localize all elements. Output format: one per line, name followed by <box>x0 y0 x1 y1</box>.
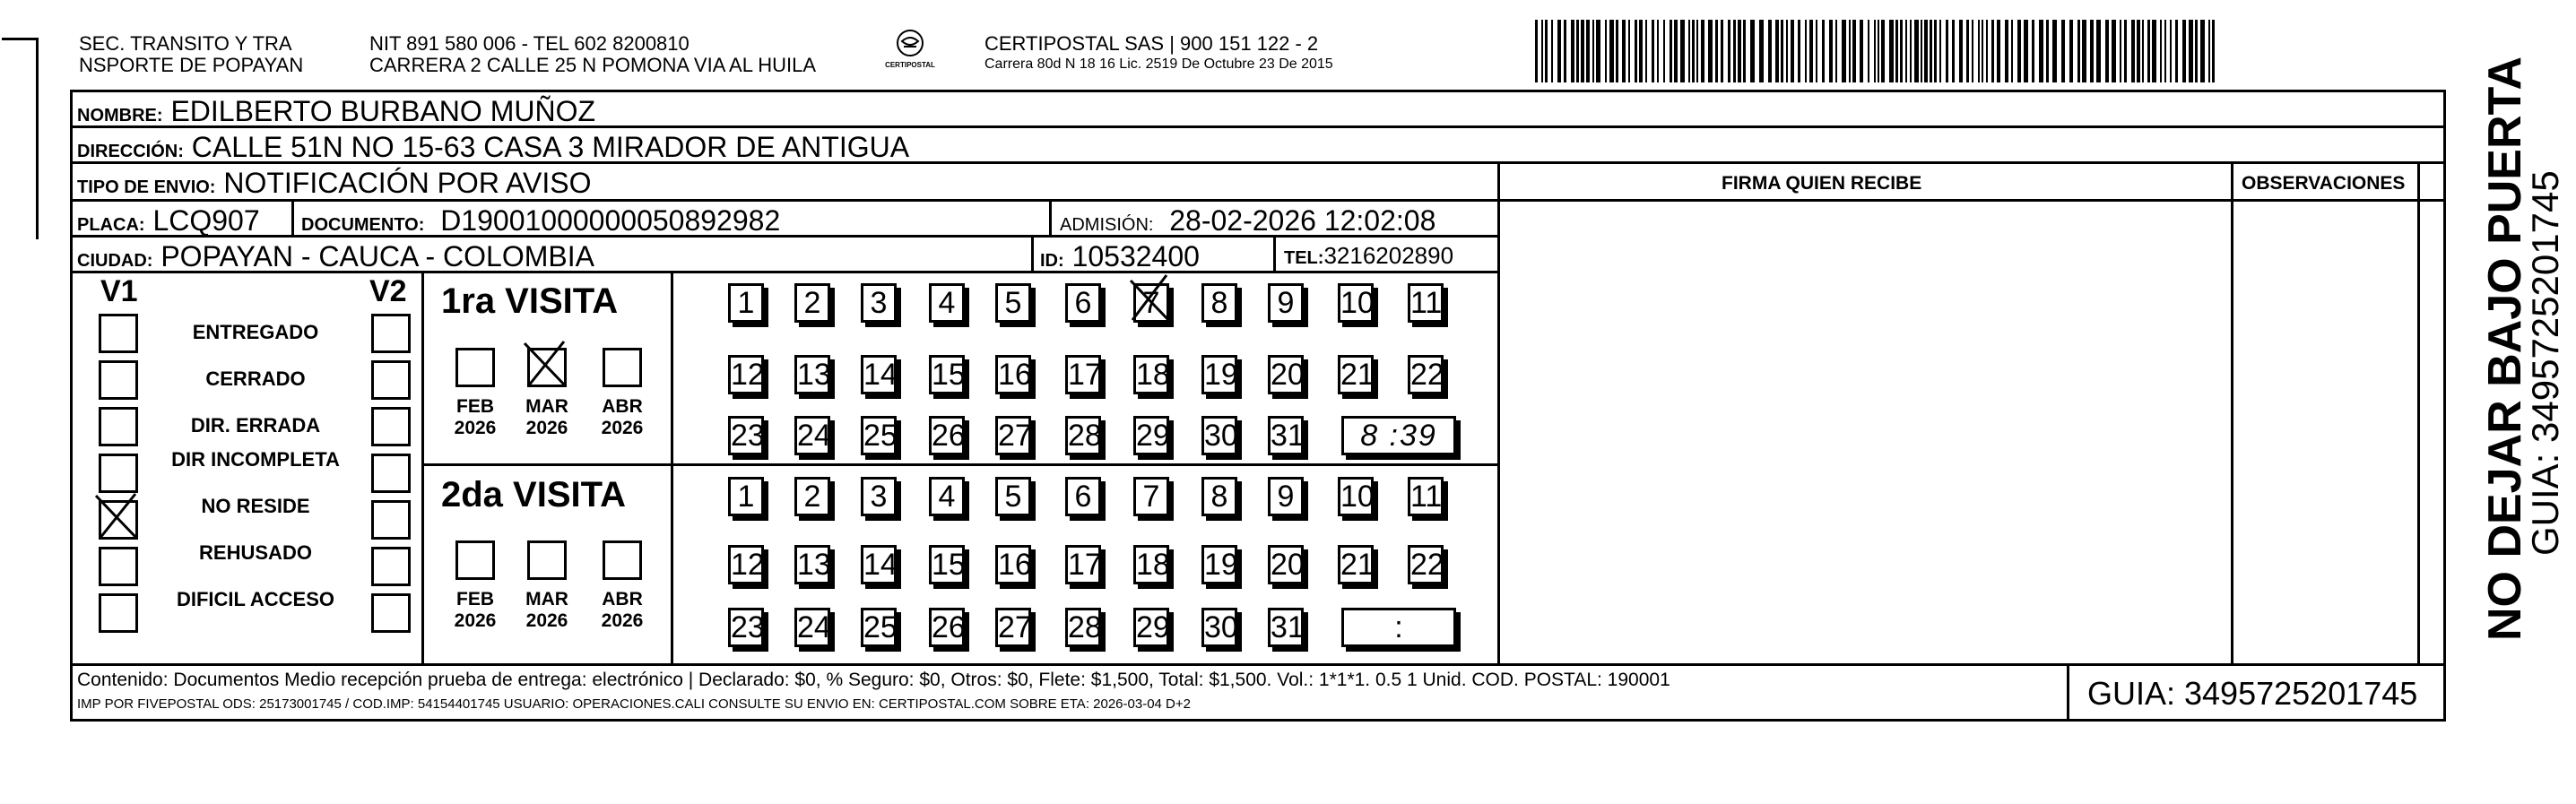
day-checkbox[interactable]: 12 <box>728 545 764 584</box>
v2-checkbox[interactable] <box>371 314 411 353</box>
col-line <box>1497 163 1500 665</box>
barcode-bar <box>2077 20 2080 82</box>
barcode-bar <box>1738 20 1741 82</box>
barcode-bar <box>2124 20 2127 82</box>
barcode-bar <box>1889 20 1894 82</box>
month-checkbox[interactable] <box>603 348 642 387</box>
month-label: FEB <box>456 589 494 609</box>
barcode-bar <box>1881 20 1885 82</box>
barcode-bar <box>1972 20 1973 82</box>
barcode-bar <box>2052 20 2057 82</box>
barcode-bar <box>1914 20 1919 82</box>
status-option-label: REHUSADO <box>199 541 312 564</box>
barcode-bar <box>1978 20 1980 82</box>
col-line <box>2231 163 2233 665</box>
visit-divider <box>421 463 1497 466</box>
v2-checkbox[interactable] <box>371 500 411 540</box>
day-checkbox[interactable]: 12 <box>728 355 764 394</box>
barcode-bar <box>2200 20 2205 82</box>
day-checkbox[interactable]: 16 <box>995 545 1031 584</box>
barcode-bar <box>1586 20 1590 82</box>
visit2-title: 2da VISITA <box>441 475 626 514</box>
day-checkbox[interactable]: 30 <box>1201 608 1237 647</box>
barcode-bar <box>1775 20 1779 82</box>
v1-checkbox[interactable] <box>99 547 138 586</box>
barcode-bar <box>1696 20 1698 82</box>
month-checkbox[interactable] <box>455 540 495 580</box>
day-checkbox[interactable]: 14 <box>861 355 897 394</box>
month-label: ABR <box>602 589 643 609</box>
day-checkbox[interactable]: 11 <box>1408 283 1444 323</box>
barcode-bar <box>2152 20 2156 82</box>
day-checkbox[interactable]: 27 <box>995 608 1031 647</box>
margin-mark <box>2 38 38 40</box>
barcode-bar <box>2090 20 2094 82</box>
sender-nit: NIT 891 580 006 - TEL 602 8200810 <box>369 32 690 55</box>
barcode-bar <box>1541 20 1543 82</box>
barcode-bar <box>1688 20 1690 82</box>
barcode-bar <box>1982 20 1983 82</box>
barcode-bar <box>1645 20 1647 82</box>
v1-checkbox[interactable] <box>99 314 138 353</box>
barcode-bar <box>1692 20 1695 82</box>
v2-checkbox[interactable] <box>371 360 411 400</box>
day-checkbox[interactable]: 4 <box>929 283 965 323</box>
barcode-bar <box>1997 20 2000 82</box>
barcode-bar <box>1701 20 1704 82</box>
footer-contents: Contenido: Documentos Medio recepción prueba de entrega: electrónico | Declarado: $0, % Seguro: $0, Otros: $0, Flete: $1,500, Total: $1,500. Vol.: 1*1*1. 0.5 1 Unid. COD. POSTAL: 190001 <box>77 670 1670 690</box>
barcode-bar <box>1946 20 1948 82</box>
barcode-bar <box>1966 20 1969 82</box>
status-option-label: DIR INCOMPLETA <box>171 448 340 471</box>
barcode-bar <box>1535 20 1538 82</box>
col-line <box>2417 163 2420 665</box>
barcode-bar <box>2024 20 2028 82</box>
direccion-field: DIRECCIÓN: CALLE 51N NO 15-63 CASA 3 MIRADOR DE ANTIGUA <box>77 131 910 163</box>
v1-checkbox[interactable] <box>99 500 138 540</box>
placa-field: PLACA: LCQ907 <box>77 204 260 237</box>
barcode-bar <box>2112 20 2116 82</box>
day-checkbox[interactable]: 23 <box>728 416 764 455</box>
day-checkbox[interactable]: 1 <box>728 477 764 516</box>
observaciones-label: OBSERVACIONES <box>2242 173 2406 194</box>
month-checkbox[interactable] <box>455 348 495 387</box>
month-label: ABR <box>602 396 643 417</box>
month-checkbox[interactable] <box>527 348 567 387</box>
time-box[interactable]: 8 :39 <box>1341 416 1456 455</box>
id-field: ID: 10532400 <box>1040 240 1200 272</box>
tel-field: TEL:3216202890 <box>1284 242 1454 269</box>
tipo-envio-value: NOTIFICACIÓN POR AVISO <box>223 167 592 199</box>
year-label: 2026 <box>601 610 644 631</box>
day-checkbox[interactable]: 19 <box>1201 545 1237 584</box>
barcode-bar <box>1564 20 1566 82</box>
barcode-bar <box>1759 20 1764 82</box>
status-option-label: NO RESIDE <box>201 495 310 517</box>
documento-value: D19001000000050892982 <box>440 204 781 237</box>
barcode-bar <box>1622 20 1626 82</box>
year-label: 2026 <box>525 418 568 438</box>
barcode-bar <box>1868 20 1869 82</box>
day-checkbox[interactable]: 22 <box>1408 355 1444 394</box>
barcode-bar <box>1639 20 1643 82</box>
barcode-bar <box>1878 20 1879 82</box>
day-checkbox[interactable]: 11 <box>1408 477 1444 516</box>
sender-line1: SEC. TRANSITO Y TRA <box>79 32 292 55</box>
tipo-envio-field: TIPO DE ENVIO: NOTIFICACIÓN POR AVISO <box>77 167 592 199</box>
barcode-bar <box>1576 20 1579 82</box>
direccion-value: CALLE 51N NO 15-63 CASA 3 MIRADOR DE ANTIGUA <box>191 131 910 163</box>
day-checkbox[interactable]: 17 <box>1065 355 1101 394</box>
v2-label: V2 <box>369 274 407 308</box>
v1-checkbox[interactable] <box>99 360 138 400</box>
year-label: 2026 <box>454 610 497 631</box>
side-warning: NO DEJAR BAJO PUERTA <box>2479 56 2531 641</box>
day-checkbox[interactable]: 10 <box>1338 477 1374 516</box>
carrier-line1: CERTIPOSTAL SAS | 900 151 122 - 2 <box>984 32 1319 55</box>
barcode-bar <box>1781 20 1783 82</box>
barcode-bar <box>1900 20 1903 82</box>
barcode-bar <box>2147 20 2150 82</box>
barcode-bar <box>1721 20 1723 82</box>
barcode-bar <box>1609 20 1614 82</box>
barcode-bar <box>1545 20 1548 82</box>
year-label: 2026 <box>525 610 568 631</box>
barcode-bar <box>2005 20 2008 82</box>
day-checkbox[interactable]: 4 <box>929 477 965 516</box>
barcode-bar <box>1849 20 1851 82</box>
day-checkbox[interactable]: 25 <box>861 416 897 455</box>
barcode-bar <box>2175 20 2178 82</box>
day-checkbox[interactable]: 28 <box>1065 416 1101 455</box>
day-checkbox[interactable]: 24 <box>794 608 830 647</box>
firma-label: FIRMA QUIEN RECIBE <box>1722 173 1922 194</box>
time-box[interactable]: : <box>1341 608 1456 647</box>
v2-checkbox[interactable] <box>371 454 411 493</box>
month-label: MAR <box>525 396 568 417</box>
day-checkbox[interactable]: 10 <box>1338 283 1374 323</box>
barcode-bar <box>2195 20 2198 82</box>
barcode-bar <box>1816 20 1817 82</box>
month-checkbox[interactable] <box>603 540 642 580</box>
barcode-bar <box>1809 20 1813 82</box>
barcode-bar <box>1571 20 1574 82</box>
day-checkbox[interactable]: 27 <box>995 416 1031 455</box>
barcode-bar <box>1991 20 1994 82</box>
status-option-label: DIR. ERRADA <box>190 414 321 437</box>
status-option-label: DIFICIL ACCESO <box>176 588 334 610</box>
day-checkbox[interactable]: 6 <box>1065 477 1101 516</box>
month-label: MAR <box>525 589 568 609</box>
barcode-bar <box>1728 20 1730 82</box>
barcode-bar <box>2046 20 2049 82</box>
barcode-bar <box>1715 20 1718 82</box>
col-line <box>671 271 673 663</box>
day-checkbox[interactable]: 23 <box>728 608 764 647</box>
barcode-bar <box>1835 20 1837 82</box>
day-checkbox[interactable]: 21 <box>1338 545 1374 584</box>
barcode-bar <box>1921 20 1922 82</box>
barcode-bar <box>1581 20 1584 82</box>
day-checkbox[interactable]: 31 <box>1268 416 1304 455</box>
day-checkbox[interactable]: 28 <box>1065 608 1101 647</box>
day-checkbox[interactable]: 13 <box>794 545 830 584</box>
barcode-bar <box>2082 20 2086 82</box>
day-checkbox[interactable]: 18 <box>1133 545 1169 584</box>
day-checkbox[interactable]: 8 <box>1201 477 1237 516</box>
barcode-bar <box>1910 20 1912 82</box>
barcode-bar <box>2170 20 2172 82</box>
barcode-bar <box>2212 20 2215 82</box>
barcode-bar <box>1605 20 1607 82</box>
barcode-bar <box>1663 20 1665 82</box>
barcode-bar <box>2061 20 2065 82</box>
sender-line2: NSPORTE DE POPAYAN <box>79 54 304 76</box>
barcode-bar <box>1852 20 1856 82</box>
day-checkbox[interactable]: 26 <box>929 416 965 455</box>
barcode-bar <box>1798 20 1800 82</box>
footer-guia: GUIA: 3495725201745 <box>2087 675 2418 712</box>
barcode-bar <box>1596 20 1600 82</box>
barcode-bar <box>2017 20 2021 82</box>
nombre-value: EDILBERTO BURBANO MUÑOZ <box>170 95 595 127</box>
barcode-bar <box>1768 20 1772 82</box>
barcode-bar <box>1934 20 1937 82</box>
v1-checkbox[interactable] <box>99 454 138 493</box>
barcode-bar <box>1822 20 1825 82</box>
month-checkbox[interactable] <box>527 540 567 580</box>
barcode-bar <box>2137 20 2140 82</box>
tel-value: 3216202890 <box>1323 242 1454 269</box>
day-checkbox[interactable]: 20 <box>1268 545 1304 584</box>
barcode <box>1535 20 2224 82</box>
col-line <box>2067 663 2069 722</box>
nombre-field: NOMBRE: EDILBERTO BURBANO MUÑOZ <box>77 95 595 127</box>
day-checkbox[interactable]: 7 <box>1133 477 1169 516</box>
barcode-bar <box>1786 20 1788 82</box>
barcode-bar <box>2160 20 2162 82</box>
barcode-bar <box>1805 20 1807 82</box>
v1-checkbox[interactable] <box>99 407 138 446</box>
placa-value: LCQ907 <box>152 204 260 237</box>
barcode-bar <box>1930 20 1932 82</box>
barcode-bar <box>1551 20 1553 82</box>
barcode-bar <box>2032 20 2034 82</box>
day-checkbox[interactable]: 15 <box>929 355 965 394</box>
col-line <box>1031 235 1034 271</box>
barcode-bar <box>2208 20 2210 82</box>
day-checkbox[interactable]: 1 <box>728 283 764 323</box>
v2-checkbox[interactable] <box>371 407 411 446</box>
status-option-label: CERRADO <box>205 367 306 390</box>
day-checkbox[interactable]: 7 <box>1133 283 1169 323</box>
day-checkbox[interactable]: 17 <box>1065 545 1101 584</box>
day-checkbox[interactable]: 30 <box>1201 416 1237 455</box>
barcode-bar <box>2164 20 2166 82</box>
carrier-line2: Carrera 80d N 18 16 Lic. 2519 De Octubre 23 De 2015 <box>984 56 1333 72</box>
day-checkbox[interactable]: 5 <box>995 283 1031 323</box>
status-option-label: ENTREGADO <box>192 321 319 343</box>
barcode-bar <box>1616 20 1618 82</box>
day-checkbox[interactable]: 29 <box>1133 416 1169 455</box>
barcode-bar <box>1791 20 1794 82</box>
barcode-bar <box>1680 20 1685 82</box>
day-checkbox[interactable]: 3 <box>861 283 897 323</box>
day-checkbox[interactable]: 5 <box>995 477 1031 516</box>
barcode-bar <box>1959 20 1963 82</box>
row-line <box>70 199 2446 202</box>
day-checkbox[interactable]: 19 <box>1201 355 1237 394</box>
barcode-bar <box>1986 20 1988 82</box>
barcode-bar <box>1939 20 1941 82</box>
side-guia: GUIA: 3495725201745 <box>2524 170 2566 556</box>
admision-value: 28-02-2026 12:02:08 <box>1169 204 1436 237</box>
barcode-bar <box>1635 20 1637 82</box>
barcode-bar <box>1674 20 1678 82</box>
barcode-bar <box>2182 20 2186 82</box>
barcode-bar <box>1652 20 1654 82</box>
month-label: FEB <box>456 396 494 417</box>
year-label: 2026 <box>601 418 644 438</box>
barcode-bar <box>2189 20 2193 82</box>
v1-checkbox[interactable] <box>99 593 138 633</box>
barcode-bar <box>2011 20 2013 82</box>
ciudad-value: POPAYAN - CAUCA - COLOMBIA <box>160 240 594 272</box>
day-checkbox[interactable]: 24 <box>794 416 830 455</box>
col-line <box>421 271 424 663</box>
margin-mark-vertical <box>36 38 39 239</box>
barcode-bar <box>1829 20 1833 82</box>
day-checkbox[interactable]: 6 <box>1065 283 1101 323</box>
col-line <box>1273 235 1276 271</box>
day-checkbox[interactable]: 2 <box>794 477 830 516</box>
day-checkbox[interactable]: 15 <box>929 545 965 584</box>
barcode-bar <box>2069 20 2073 82</box>
ciudad-field: CIUDAD: POPAYAN - CAUCA - COLOMBIA <box>77 240 594 272</box>
admision-field: ADMISIÓN: 28-02-2026 12:02:08 <box>1060 204 1436 237</box>
day-checkbox[interactable]: 25 <box>861 608 897 647</box>
col-line <box>291 199 294 235</box>
barcode-bar <box>1952 20 1955 82</box>
barcode-bar <box>2120 20 2121 82</box>
v2-checkbox[interactable] <box>371 593 411 633</box>
barcode-bar <box>1842 20 1846 82</box>
day-checkbox[interactable]: 16 <box>995 355 1031 394</box>
barcode-bar <box>1743 20 1746 82</box>
visit1-title: 1ra VISITA <box>441 281 619 321</box>
v2-checkbox[interactable] <box>371 547 411 586</box>
day-checkbox[interactable]: 8 <box>1201 283 1237 323</box>
barcode-bar <box>1895 20 1898 82</box>
day-checkbox[interactable]: 14 <box>861 545 897 584</box>
documento-field: DOCUMENTO: D19001000000050892982 <box>301 204 781 237</box>
barcode-bar <box>2039 20 2043 82</box>
day-checkbox[interactable]: 9 <box>1268 477 1304 516</box>
day-checkbox[interactable]: 20 <box>1268 355 1304 394</box>
barcode-bar <box>1557 20 1561 82</box>
barcode-bar <box>2131 20 2135 82</box>
barcode-bar <box>1924 20 1928 82</box>
barcode-bar <box>1905 20 1907 82</box>
barcode-bar <box>1592 20 1594 82</box>
v1-label: V1 <box>100 274 138 308</box>
day-checkbox[interactable]: 31 <box>1268 608 1304 647</box>
barcode-bar <box>1670 20 1672 82</box>
row-line <box>70 663 2446 666</box>
barcode-bar <box>1657 20 1659 82</box>
barcode-bar <box>1733 20 1736 82</box>
day-checkbox[interactable]: 3 <box>861 477 897 516</box>
day-checkbox[interactable]: 22 <box>1408 545 1444 584</box>
barcode-bar <box>2096 20 2101 82</box>
day-checkbox[interactable]: 13 <box>794 355 830 394</box>
barcode-bar <box>1628 20 1630 82</box>
sender-address: CARRERA 2 CALLE 25 N POMONA VIA AL HUILA <box>369 54 817 76</box>
day-checkbox[interactable]: 26 <box>929 608 965 647</box>
day-checkbox[interactable]: 29 <box>1133 608 1169 647</box>
footer-print-info: IMP POR FIVEPOSTAL ODS: 25173001745 / COD.IMP: 54154401745 USUARIO: OPERACIONES.CALI CONSULTE SU ENVIO EN: CERTIPOSTAL.COM SOBRE ETA: 2026-03-04 D+2 <box>77 696 1191 712</box>
barcode-bar <box>2142 20 2144 82</box>
carrier-logo: CERTIPOSTAL <box>886 25 934 73</box>
barcode-bar <box>1708 20 1713 82</box>
id-value: 10532400 <box>1071 240 1200 272</box>
day-checkbox[interactable]: 9 <box>1268 283 1304 323</box>
col-line <box>1049 199 1052 235</box>
barcode-bar <box>1874 20 1876 82</box>
day-checkbox[interactable]: 18 <box>1133 355 1169 394</box>
year-label: 2026 <box>454 418 497 438</box>
barcode-bar <box>1750 20 1755 82</box>
day-checkbox[interactable]: 21 <box>1338 355 1374 394</box>
barcode-bar <box>1860 20 1863 82</box>
day-checkbox[interactable]: 2 <box>794 283 830 323</box>
barcode-bar <box>2105 20 2109 82</box>
